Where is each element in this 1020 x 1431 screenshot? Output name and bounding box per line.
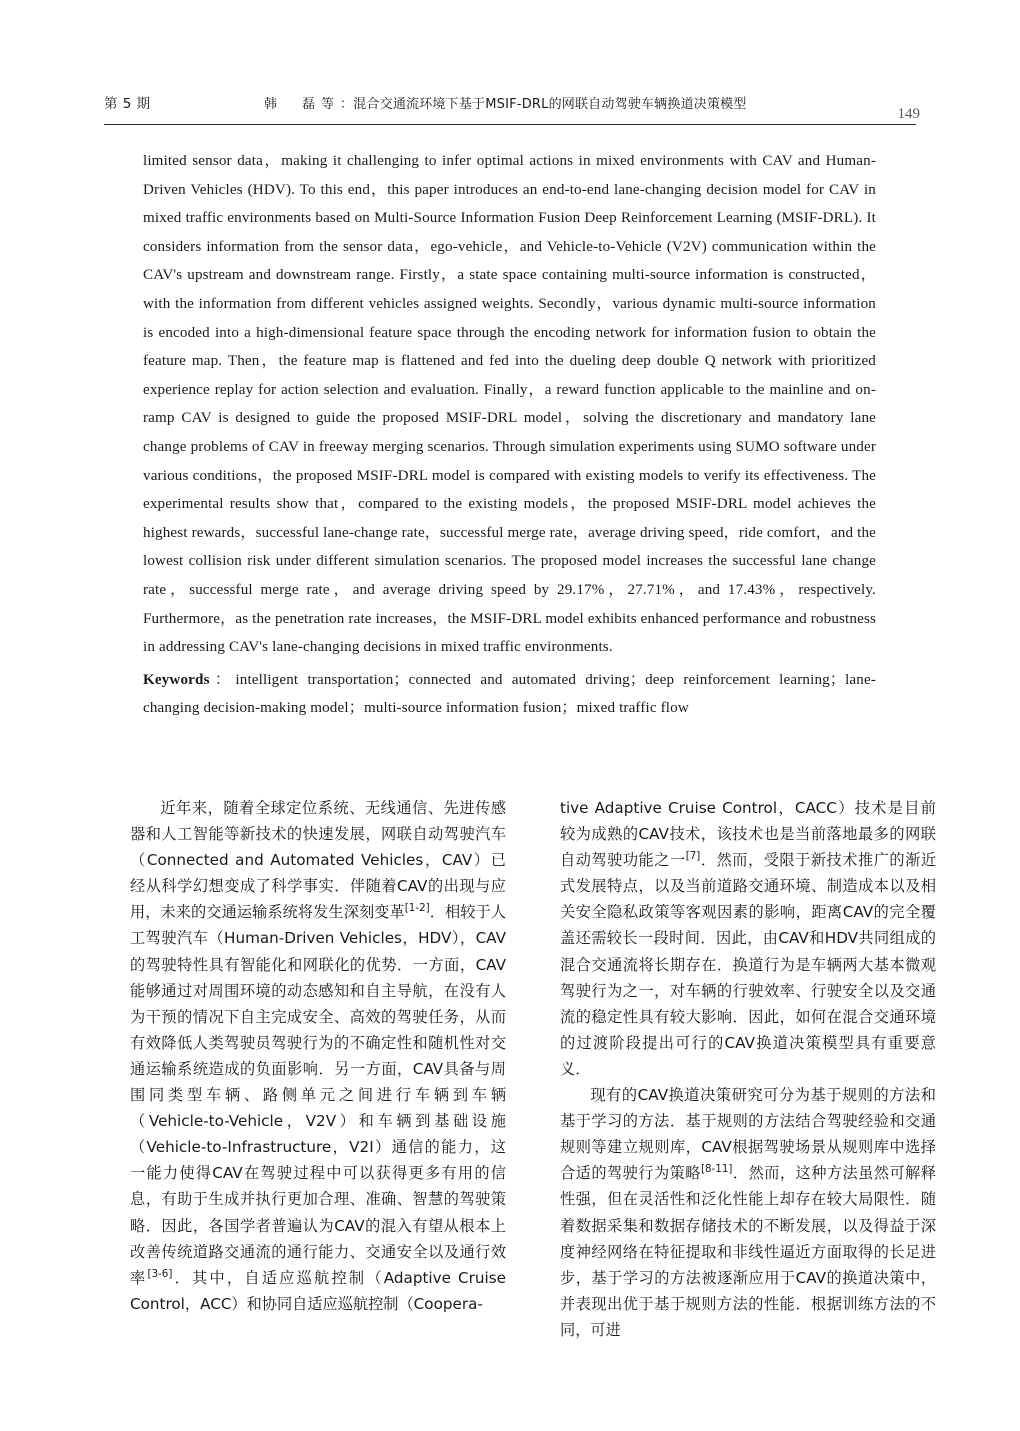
running-article-title: 混合交通流环境下基于MSIF-DRL的网联自动驾驶车辆换道决策模型 [353, 97, 747, 112]
paragraph-intro-part1: 近年来，随着全球定位系统、无线通信、先进传感器和人工智能等新技术的快速发展，网联自动驾驶汽车（Connected and Automated Vehicles，CAV）已经从科学幻想变成了科学事实．伴随着CAV的出现与应用，未来的交通运输系统将发生深刻变革 [130, 799, 506, 922]
paragraph-intro-part3: ．其中，自适应巡航控制（Adaptive Cruise Control，ACC）和协同自适应巡航控制（Coopera- [130, 1268, 507, 1313]
paragraph-intro-continued [560, 795, 936, 1082]
running-authors: 韩 磊等 [264, 97, 341, 112]
paragraph-cont-part1: tive Adaptive Cruise Control，CACC）技术是目前较为成熟的CAV技术，该技术也是当前落地最多的网联自动驾驶功能之一 [560, 799, 936, 870]
issue-number: 第 5 期 [104, 96, 151, 112]
column-right [560, 795, 936, 1343]
keywords-label: Keywords [143, 671, 210, 688]
header-divider [104, 124, 916, 125]
paragraph-cont-part2: ．然而，受限于新技术推广的渐近式发展特点，以及当前道路交通环境、制造成本以及相关安全隐私政策等客观因素的影响，距离CAV的完全覆盖还需较长一段时间．因此，由CAV和HDV共同组成的混合交通流将长期存在．换道行为是车辆两大基本微观驾驶行为之一，对车辆的行驶效率、行驶安全以及交通流的稳定性具有较大影响．因此，如何在混合交通环境的过渡阶段提出可行的CAV换道决策模型具有重要意义． [560, 851, 937, 1078]
paragraph-related-part1: 现有的CAV换道决策研究可分为基于规则的方法和基于学习的方法．基于规则的方法结合驾驶经验和交通规则等建立规则库，CAV根据驾驶场景从规则库中选择合适的驾驶行为策略 [560, 1086, 936, 1183]
body-columns [104, 795, 937, 1365]
running-title [264, 93, 747, 112]
running-separator: ： [340, 97, 354, 112]
abstract-text: limited sensor data，making it challenging to infer optimal actions in mixed environments with CAV and Human-Driven Vehicles (HDV). To this end，this paper introduces an end-to-end lane-changing decision model for CAV in mixed traffic environments based on Multi-Source Information Fusion Deep Reinforcement Learning (MSIF-DRL). It considers information from the sensor data，ego-vehicle，and Vehicle-to-Vehicle (V2V) communication within the CAV's upstream and downstream range. Firstly，a state space containing multi-source information is constructed，with the information from different vehicles assigned weights. Secondly，various dynamic multi-source information is encoded into a high-dimensional feature space through the encoding network for information fusion to obtain the feature map. Then，the feature map is flattened and fed into the dueling deep double Q network with prioritized experience replay for action selection and evaluation. Finally，a reward function applicable to the mainline and on-ramp CAV is designed to guide the proposed MSIF-DRL model，solving the discretionary and mandatory lane change problems of CAV in freeway merging scenarios. Through simulation experiments using SUMO software under various conditions，the proposed MSIF-DRL model is compared with existing models to verify its effectiveness. The experimental results show that，compared to the existing models，the proposed MSIF-DRL model achieves the highest rewards，successful lane-change rate，successful merge rate，average driving speed，ride comfort，and the lowest collision risk under different simulation scenarios. The proposed model increases the successful lane change rate，successful merge rate，and average driving speed by 29.17%，27.71%，and 17.43%，respectively. Furthermore，as the penetration rate increases，the MSIF-DRL model exhibits enhanced performance and robustness in addressing CAV's lane-changing decisions in mixed traffic environments. [143, 153, 877, 656]
citation-ref-8-11: [8-11] [700, 1163, 733, 1176]
keywords-line [143, 666, 876, 723]
running-head [104, 92, 920, 122]
paragraph-intro-part2: ．相较于人工驾驶汽车（Human-Driven Vehicles，HDV），CAV的驾驶特性具有智能化和网联化的优势．一方面，CAV能够通过对周围环境的动态感知和自主导航，在没有人为干预的情况下自主完成安全、高效的驾驶任务，从而有效降低人类驾驶员驾驶行为的不确定性和随机性对交通运输系统造成的负面影响．另一方面，CAV具备与周围同类型车辆、路侧单元之间进行车辆到车辆（Vehicle-to-Vehicle，V2V）和车辆到基础设施（Vehicle-to-Infrastructure，V2I）通信的能力，这一能力使得CAV在驾驶过程中可以获得更多有用的信息，有助于生成并执行更加合理、准确、智慧的驾驶策略．因此，各国学者普遍认为CAV的混入有望从根本上改善传统道路交通流的通行能力、交通安全以及通行效率 [130, 903, 507, 1287]
page-number: 149 [897, 106, 920, 122]
keywords-separator: ： [209, 671, 236, 688]
citation-ref-7: [7] [685, 850, 701, 863]
citation-ref-1-2: [1-2] [404, 902, 430, 915]
paragraph-related-part2: ．然而，这种方法虽然可解释性强，但在灵活性和泛化性能上却存在较大局限性．随着数据采集和数据存储技术的不断发展，以及得益于深度神经网络在特征提取和非线性逼近方面取得的长足进步，基于学习的方法被逐渐应用于CAV的换道决策中，并表现出优于基于规则方法的性能．根据训练方法的不同，可进 [560, 1164, 937, 1339]
citation-ref-3-6: [3-6] [147, 1267, 173, 1280]
keywords-list: intelligent transportation；connected and automated driving；deep reinforcement learning；lane-changing decision-making model；multi-source information fusion；mixed traffic flow [143, 671, 876, 717]
column-left [130, 795, 506, 1317]
paragraph-related-work [560, 1082, 936, 1343]
paragraph-intro [130, 795, 506, 1317]
abstract-block [143, 147, 876, 723]
